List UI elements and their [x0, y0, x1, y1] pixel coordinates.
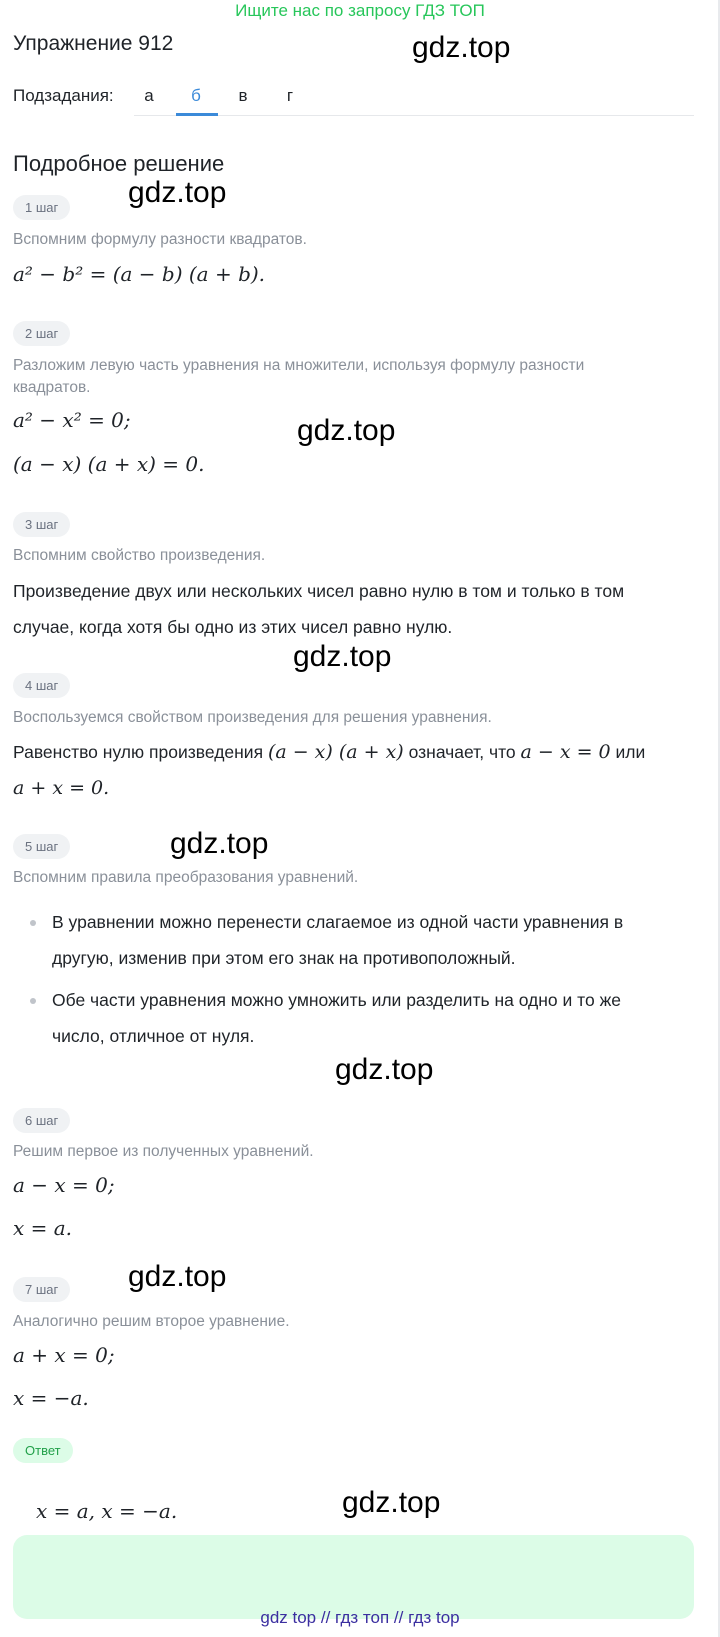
step-hint: Вспомним правила преобразования уравнений.: [13, 869, 359, 886]
math-line: a² − b² = (a − b) (a + b).: [13, 262, 266, 286]
search-banner: Ищите нас по запросу ГДЗ ТОП: [235, 1, 485, 20]
watermark: gdz.top: [293, 640, 392, 673]
step-hint: Вспомним формулу разности квадратов.: [13, 231, 307, 248]
watermark: gdz.top: [342, 1486, 441, 1519]
step-text: Произведение двух или нескольких чисел равно нулю в том и только в том случае, когда хотя бы одно из этих чисел равно нулю.: [13, 581, 625, 637]
tab-v[interactable]: в: [238, 86, 248, 105]
math-line: x = −a.: [13, 1386, 89, 1410]
math-line: a² − x² = 0;: [13, 408, 131, 432]
list-item: Обе части уравнения можно умножить или разделить на одно и то же число, отличное от нуля.: [52, 990, 622, 1046]
active-tab-indicator: [176, 113, 218, 116]
text-part: или: [615, 742, 646, 762]
step-hint: Воспользуемся свойством произведения для решения уравнения.: [13, 709, 492, 726]
text-part: означает, что: [408, 742, 516, 762]
footer-link[interactable]: гдз топ: [335, 1608, 390, 1627]
watermark: gdz.top: [335, 1053, 434, 1086]
list-item: В уравнении можно перенести слагаемое из одной части уравнения в другую, изменив при этом его знак на противоположный.: [52, 912, 624, 968]
step-hint: Аналогично решим второе уравнение.: [13, 1313, 290, 1330]
watermark: gdz.top: [128, 1260, 227, 1293]
bullet-dot: [30, 920, 36, 926]
watermark: gdz.top: [297, 414, 396, 447]
footer-separator: //: [393, 1608, 404, 1627]
page-title: Упражнение 912: [13, 32, 174, 55]
math-line: a + x = 0;: [13, 1343, 115, 1367]
bullet-dot: [30, 998, 36, 1004]
step-badge: 5 шаг: [13, 834, 70, 859]
step-badge: 1 шаг: [13, 195, 70, 220]
answer-box: [13, 1535, 694, 1619]
watermark: gdz.top: [412, 31, 511, 64]
footer-separator: //: [320, 1608, 331, 1627]
subtasks-label: Подзадания:: [13, 86, 114, 105]
subtasks-tabs: [134, 78, 694, 116]
step-badge: 4 шаг: [13, 673, 70, 698]
watermark: gdz.top: [128, 176, 227, 209]
step-hint: Решим первое из полученных уравнений.: [13, 1143, 314, 1160]
math-line: (a − x) (a + x) = 0.: [13, 452, 205, 476]
text-part: Равенство нулю произведения: [13, 742, 264, 762]
answer-badge: Ответ: [13, 1438, 73, 1463]
answer-math: x = a, x = −a.: [36, 1499, 178, 1523]
step-badge: 7 шаг: [13, 1277, 70, 1302]
tab-g[interactable]: г: [286, 86, 294, 105]
math-line: a − x = 0;: [13, 1173, 115, 1197]
step-badge: 3 шаг: [13, 512, 70, 537]
math-inline: (a − x) (a + x): [267, 741, 404, 763]
tab-a[interactable]: а: [144, 86, 154, 105]
math-inline: a + x = 0.: [13, 777, 110, 799]
footer-links: [0, 1608, 720, 1628]
step-hint: Вспомним свойство произведения.: [13, 547, 266, 564]
tab-b[interactable]: б: [191, 86, 201, 105]
footer-link[interactable]: гдз top: [408, 1608, 460, 1627]
watermark: gdz.top: [170, 827, 269, 860]
step-text: [13, 734, 693, 806]
footer-link[interactable]: gdz top: [260, 1608, 317, 1627]
step-hint: Разложим левую часть уравнения на множители, используя формулу разности квадратов.: [13, 357, 585, 396]
step-badge: 6 шаг: [13, 1108, 70, 1133]
math-line: x = a.: [13, 1216, 73, 1240]
solution-heading: Подробное решение: [13, 151, 225, 176]
step-badge: 2 шаг: [13, 321, 70, 346]
math-inline: a − x = 0: [520, 741, 611, 763]
